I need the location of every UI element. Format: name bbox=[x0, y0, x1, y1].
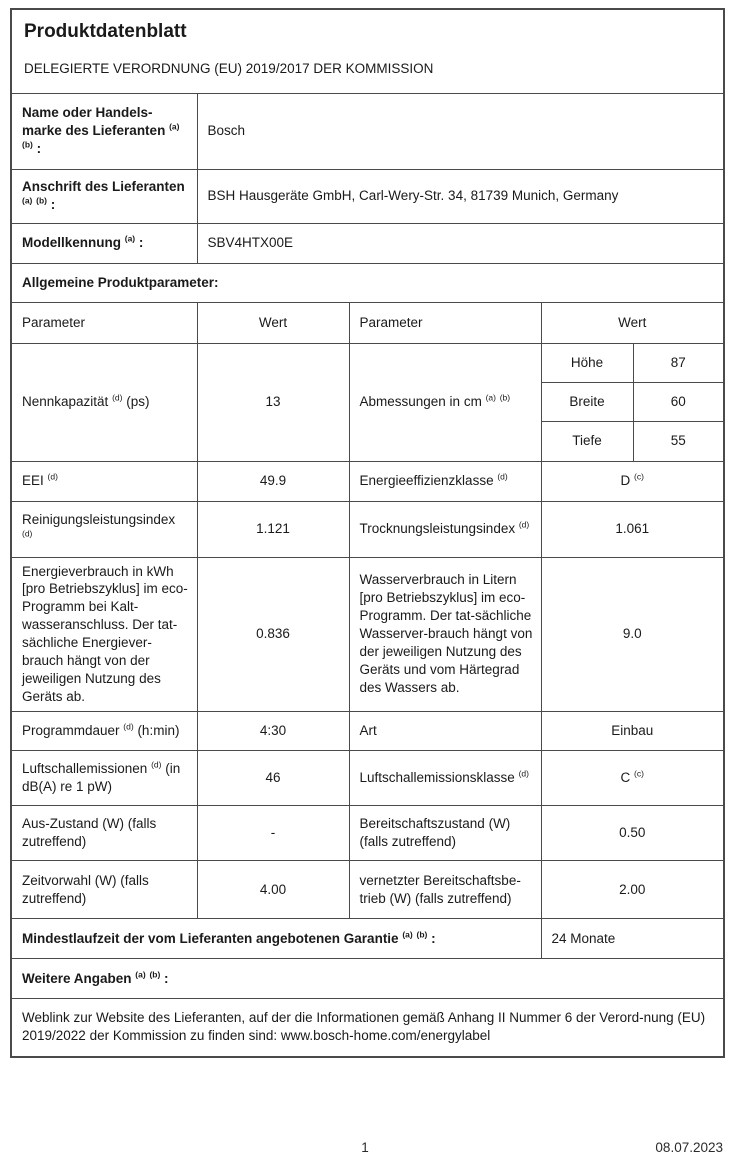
standby-value: 0.50 bbox=[541, 806, 724, 861]
footer-date: 08.07.2023 bbox=[655, 1140, 723, 1155]
col-header-parameter-right: Parameter bbox=[349, 302, 541, 343]
col-header-wert-right: Wert bbox=[541, 302, 724, 343]
water-consumption-label: Wasserverbrauch in Litern [pro Betriebszyklus] im eco-Programm. Der tat-sächliche Wasserver-brauch hängt von der jeweiligen Nutzung des Geräts und vom Härtegrad des Wassers ab. bbox=[349, 557, 541, 712]
supplier-address-label: Anschrift des Lieferanten $^{(a)}$ $^{(b)}$ : bbox=[11, 169, 197, 223]
appliance-type-value: Einbau bbox=[541, 712, 724, 751]
model-id-value: SBV4HTX00E bbox=[197, 223, 724, 263]
header-cell bbox=[11, 9, 724, 93]
standby-label: Bereitschaftszustand (W) (falls zutreffend) bbox=[349, 806, 541, 861]
program-duration-label: Programmdauer $^{(d)}$ (h:min) bbox=[11, 712, 197, 751]
off-mode-label: Aus-Zustand (W) (falls zutreffend) bbox=[11, 806, 197, 861]
datasheet-container bbox=[10, 8, 725, 1058]
footer-page-number: 1 bbox=[361, 1140, 369, 1155]
additional-info-label: Weitere Angaben $^{(a)}$ $^{(b)}$ : bbox=[11, 959, 724, 999]
noise-class-label: Luftschallemissionsklasse $^{(d)}$ bbox=[349, 751, 541, 806]
dimension-height-label: Höhe bbox=[541, 343, 633, 382]
general-params-section-title: Allgemeine Produktparameter: bbox=[11, 263, 724, 302]
page-title: Produktdatenblatt bbox=[24, 21, 187, 42]
col-header-wert-left: Wert bbox=[197, 302, 349, 343]
model-id-label: Modellkennung $^{(a)}$ : bbox=[11, 223, 197, 263]
energy-class-label: Energieeffizienzklasse $^{(d)}$ bbox=[349, 461, 541, 501]
capacity-label: Nennkapazität $^{(d)}$ (ps) bbox=[11, 343, 197, 461]
eei-label: EEI $^{(d)}$ bbox=[11, 461, 197, 501]
delay-start-value: 4.00 bbox=[197, 861, 349, 919]
noise-emission-value: 46 bbox=[197, 751, 349, 806]
dimensions-label: Abmessungen in cm $^{(a)}$ $^{(b)}$ bbox=[349, 343, 541, 461]
appliance-type-label: Art bbox=[349, 712, 541, 751]
supplier-name-value: Bosch bbox=[197, 93, 724, 169]
supplier-name-label: Name oder Handels-marke des Lieferanten $^{(a)}$ $^{(b)}$ : bbox=[11, 93, 197, 169]
eei-value: 49.9 bbox=[197, 461, 349, 501]
cleaning-index-value: 1.121 bbox=[197, 501, 349, 557]
networked-standby-value: 2.00 bbox=[541, 861, 724, 919]
guarantee-label: Mindestlaufzeit der vom Lieferanten angebotenen Garantie $^{(a)}$ $^{(b)}$ : bbox=[11, 919, 541, 959]
weblink-text: Weblink zur Website des Lieferanten, auf der die Informationen gemäß Anhang II Nummer 6 der Verord-nung (EU) 2019/2022 der Kommission zu finden sind: www.bosch-home.com/energylabel bbox=[11, 999, 724, 1057]
noise-emission-label: Luftschallemissionen $^{(d)}$ (in dB(A) re 1 pW) bbox=[11, 751, 197, 806]
dimension-depth-value: 55 bbox=[633, 421, 724, 461]
drying-index-label: Trocknungsleistungsindex $^{(d)}$ bbox=[349, 501, 541, 557]
program-duration-value: 4:30 bbox=[197, 712, 349, 751]
energy-class-value: D $^{(c)}$ bbox=[541, 461, 724, 501]
energy-consumption-label: Energieverbrauch in kWh [pro Betriebszyklus] im eco-Programm bei Kalt-wasseranschluss. Der tat-sächliche Energiever-brauch hängt von der jeweiligen Nutzung des Geräts ab. bbox=[11, 557, 197, 712]
capacity-value: 13 bbox=[197, 343, 349, 461]
energy-consumption-value: 0.836 bbox=[197, 557, 349, 712]
product-datasheet-table bbox=[10, 8, 725, 1058]
dimension-width-value: 60 bbox=[633, 382, 724, 421]
delay-start-label: Zeitvorwahl (W) (falls zutreffend) bbox=[11, 861, 197, 919]
water-consumption-value: 9.0 bbox=[541, 557, 724, 712]
regulation-subtitle: DELEGIERTE VERORDNUNG (EU) 2019/2017 DER KOMMISSION bbox=[24, 61, 434, 77]
drying-index-value: 1.061 bbox=[541, 501, 724, 557]
dimension-depth-label: Tiefe bbox=[541, 421, 633, 461]
off-mode-value: - bbox=[197, 806, 349, 861]
col-header-parameter-left: Parameter bbox=[11, 302, 197, 343]
networked-standby-label: vernetzter Bereitschaftsbe-trieb (W) (falls zutreffend) bbox=[349, 861, 541, 919]
cleaning-index-label: Reinigungsleistungsindex $^{(d)}$ bbox=[11, 501, 197, 557]
dimension-height-value: 87 bbox=[633, 343, 724, 382]
noise-class-value: C $^{(c)}$ bbox=[541, 751, 724, 806]
guarantee-value: 24 Monate bbox=[541, 919, 724, 959]
dimension-width-label: Breite bbox=[541, 382, 633, 421]
supplier-address-value: BSH Hausgeräte GmbH, Carl-Wery-Str. 34, 81739 Munich, Germany bbox=[197, 169, 724, 223]
